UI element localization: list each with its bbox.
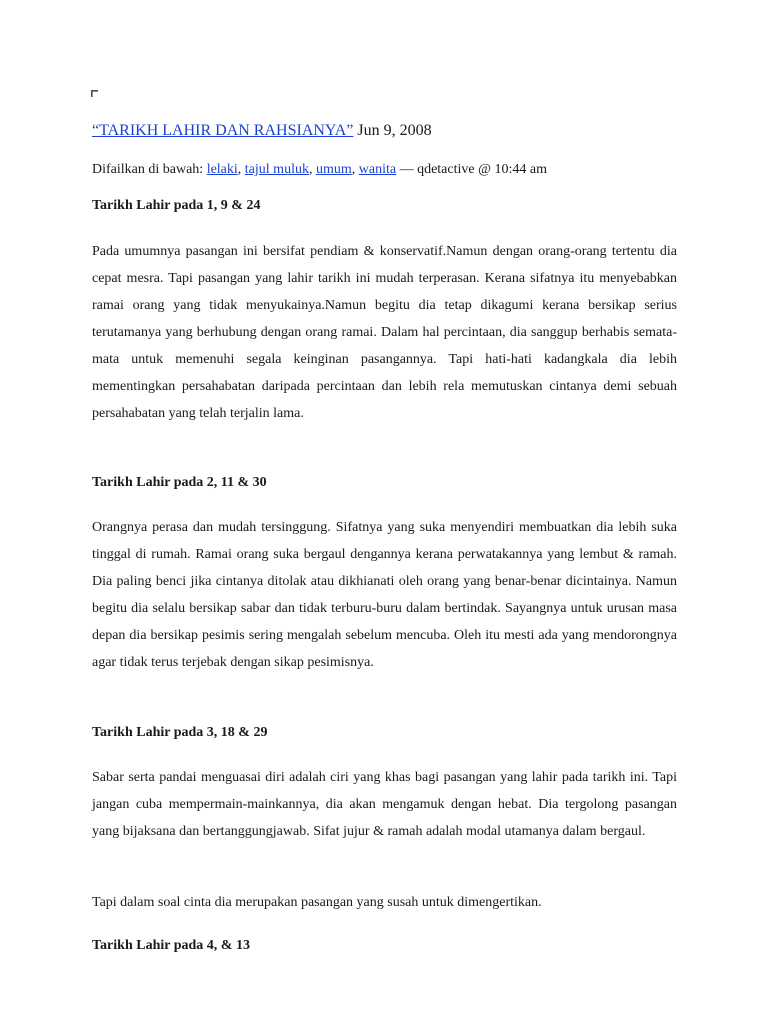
section-heading: Tarikh Lahir pada 3, 18 & 29 [92, 725, 268, 740]
meta-prefix: Difailkan di bawah: [92, 162, 207, 177]
section-paragraph: Tapi dalam soal cinta dia merupakan pasangan yang susah untuk dimengertikan. [92, 895, 542, 910]
section-heading: Tarikh Lahir pada 2, 11 & 30 [92, 475, 267, 490]
post-date: Jun 9, 2008 [357, 122, 432, 139]
corner-marker-icon [91, 90, 99, 98]
category-link-umum[interactable]: umum [315, 162, 352, 177]
category-link-wanita[interactable]: wanita [358, 162, 397, 177]
section-paragraph: Orangnya perasa dan mudah tersinggung. Sifatnya yang suka menyendiri membuatkan dia lebih suka tinggal di rumah. Ramai orang suka bergaul dengannya kerana perwatakannya yang lembut & ramah. Dia paling benci jika cintanya ditolak atau dikhianati oleh orang yang benar-benar dicintainya. Namun begitu dia selalu bersikap sabar dan tidak terburu-buru dalam bertindak. Sayangnya untuk urusan masa depan dia bersikap pesimis sering mengalah sebelum mencuba. Oleh itu mesti ada yang mendorongnya agar tidak terus terjebak dengan sikap pesimisnya. [92, 520, 677, 670]
category-link-tajul-muluk[interactable]: tajul muluk [244, 162, 309, 177]
post-meta [92, 162, 547, 178]
meta-separator: , [237, 162, 245, 177]
section-paragraph: Sabar serta pandai menguasai diri adalah ciri yang khas bagi pasangan yang lahir pada tarikh ini. Tapi jangan cuba mempermain-mainkannya, dia akan mengamuk dengan hebat. Dia tergolong pasangan yang bijaksana dan bertanggungjawab. Sifat jujur & ramah adalah modal utamanya dalam bergaul. [92, 770, 677, 839]
section-paragraph: Pada umumnya pasangan ini bersifat pendiam & konservatif.Namun dengan orang-orang tertentu dia cepat mesra. Tapi pasangan yang lahir tarikh ini mudah terperasan. Kerana sifatnya itu menyebabkan ramai orang yang tidak menyukainya.Namun begitu dia tetap dikagumi kerana bersikap serius terutamanya yang berhubung dengan orang ramai. Dalam hal percintaan, dia sanggup berhabis semata-mata untuk memenuhi segala keinginan pasangannya. Tapi hati-hati kadangkala dia lebih mementingkan persahabatan daripada percintaan dan lebih rela memutuskan cintanya demi sebuah persahabatan yang telah terjalin lama. [92, 244, 677, 421]
post-title-link[interactable]: “TARIKH LAHIR DAN RAHSIANYA” [92, 122, 354, 139]
meta-separator: , [351, 162, 359, 177]
meta-separator: , [308, 162, 316, 177]
section-heading: Tarikh Lahir pada 1, 9 & 24 [92, 198, 261, 213]
section-heading: Tarikh Lahir pada 4, & 13 [92, 938, 250, 953]
meta-author: — qdetactive @ 10:44 am [396, 162, 547, 177]
category-link-lelaki[interactable]: lelaki [206, 162, 238, 177]
post-title [92, 122, 432, 140]
